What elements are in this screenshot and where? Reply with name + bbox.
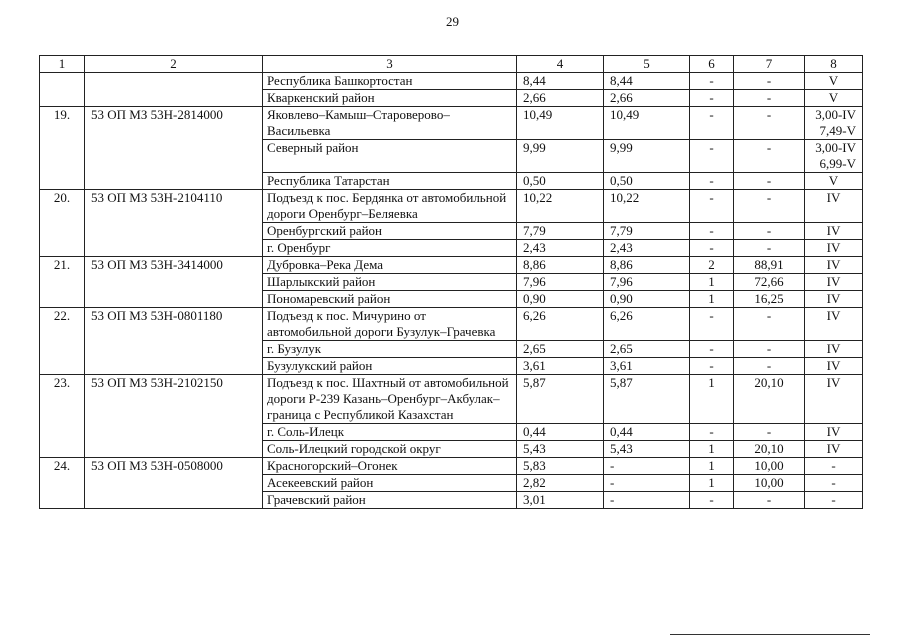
length-paved-cell: 8,86: [604, 257, 690, 274]
length-cell: 7,96: [517, 274, 604, 291]
length-paved-cell: 10,22: [604, 190, 690, 223]
bridges-length-cell: -: [734, 190, 805, 223]
bridges-length-cell: -: [734, 140, 805, 173]
length-cell: 0,90: [517, 291, 604, 308]
bridges-count-cell: 1: [690, 274, 734, 291]
length-cell: 2,82: [517, 475, 604, 492]
road-name-cell: Оренбургский район: [263, 223, 517, 240]
length-cell: 0,50: [517, 173, 604, 190]
category-cell: IV: [805, 441, 863, 458]
table-row: [40, 73, 863, 90]
col-header-1: 1: [40, 56, 85, 73]
category-cell: -: [805, 475, 863, 492]
page-number: 29: [446, 14, 459, 29]
category-cell: IV: [805, 341, 863, 358]
bridges-length-cell: -: [734, 107, 805, 140]
road-name-cell: г. Соль-Илецк: [263, 424, 517, 441]
bridges-count-cell: 1: [690, 375, 734, 424]
category-cell: IV: [805, 240, 863, 257]
length-cell: 5,43: [517, 441, 604, 458]
row-number-cell: 23.: [40, 375, 85, 458]
bridges-length-cell: -: [734, 358, 805, 375]
col-header-3: 3: [263, 56, 517, 73]
bridges-length-cell: -: [734, 223, 805, 240]
length-paved-cell: 9,99: [604, 140, 690, 173]
bridges-length-cell: 16,25: [734, 291, 805, 308]
length-cell: 2,66: [517, 90, 604, 107]
category-cell: -: [805, 458, 863, 475]
road-id-cell: 53 ОП МЗ 53Н-2104110: [85, 190, 263, 257]
category-cell: V: [805, 173, 863, 190]
length-paved-cell: 8,44: [604, 73, 690, 90]
length-cell: 0,44: [517, 424, 604, 441]
road-name-cell: Подъезд к пос. Шахтный от автомобильной дороги Р-239 Казань–Оренбург–Акбулак–граница с Республикой Казахстан: [263, 375, 517, 424]
category-cell: V: [805, 90, 863, 107]
length-cell: 7,79: [517, 223, 604, 240]
length-paved-cell: -: [604, 458, 690, 475]
category-cell: IV: [805, 291, 863, 308]
road-name-cell: Подъезд к пос. Бердянка от автомобильной дороги Оренбург–Беляевка: [263, 190, 517, 223]
roads-table: [39, 55, 863, 509]
road-name-cell: Соль-Илецкий городской округ: [263, 441, 517, 458]
road-name-cell: Асекеевский район: [263, 475, 517, 492]
length-cell: 8,44: [517, 73, 604, 90]
table-row: [40, 107, 863, 140]
length-paved-cell: 2,65: [604, 341, 690, 358]
road-name-cell: г. Оренбург: [263, 240, 517, 257]
category-cell: IV: [805, 375, 863, 424]
bridges-count-cell: -: [690, 308, 734, 341]
category-cell: IV: [805, 257, 863, 274]
length-paved-cell: 0,90: [604, 291, 690, 308]
bottom-rule: [670, 634, 870, 635]
column-number-row: [40, 56, 863, 73]
road-name-cell: Бузулукский район: [263, 358, 517, 375]
bridges-count-cell: -: [690, 190, 734, 223]
bridges-count-cell: -: [690, 341, 734, 358]
road-name-cell: Дубровка–Река Дема: [263, 257, 517, 274]
bridges-length-cell: -: [734, 90, 805, 107]
bridges-count-cell: 1: [690, 291, 734, 308]
category-cell: V: [805, 73, 863, 90]
bridges-length-cell: -: [734, 73, 805, 90]
length-cell: 9,99: [517, 140, 604, 173]
bridges-count-cell: -: [690, 358, 734, 375]
category-cell: 3,00-IV 7,49-V: [805, 107, 863, 140]
length-cell: 5,87: [517, 375, 604, 424]
bridges-count-cell: 2: [690, 257, 734, 274]
bridges-length-cell: 20,10: [734, 375, 805, 424]
length-cell: 2,43: [517, 240, 604, 257]
bridges-length-cell: -: [734, 492, 805, 509]
row-number-cell: 20.: [40, 190, 85, 257]
length-cell: 10,49: [517, 107, 604, 140]
bridges-count-cell: -: [690, 107, 734, 140]
road-name-cell: Пономаревский район: [263, 291, 517, 308]
col-header-5: 5: [604, 56, 690, 73]
length-paved-cell: 3,61: [604, 358, 690, 375]
bridges-count-cell: 1: [690, 475, 734, 492]
bridges-count-cell: -: [690, 223, 734, 240]
row-number-cell: 24.: [40, 458, 85, 509]
road-id-cell: [85, 73, 263, 107]
bridges-length-cell: -: [734, 308, 805, 341]
road-name-cell: Грачевский район: [263, 492, 517, 509]
bridges-count-cell: -: [690, 173, 734, 190]
road-name-cell: Северный район: [263, 140, 517, 173]
table-row: [40, 375, 863, 424]
bridges-length-cell: 10,00: [734, 458, 805, 475]
length-cell: 3,01: [517, 492, 604, 509]
bridges-length-cell: -: [734, 240, 805, 257]
road-name-cell: Подъезд к пос. Мичурино от автомобильной дороги Бузулук–Грачевка: [263, 308, 517, 341]
bridges-count-cell: -: [690, 90, 734, 107]
length-cell: 2,65: [517, 341, 604, 358]
road-id-cell: 53 ОП МЗ 53Н-0508000: [85, 458, 263, 509]
length-paved-cell: 5,43: [604, 441, 690, 458]
length-paved-cell: -: [604, 475, 690, 492]
col-header-4: 4: [517, 56, 604, 73]
row-number-cell: [40, 73, 85, 107]
bridges-length-cell: 88,91: [734, 257, 805, 274]
bridges-length-cell: 10,00: [734, 475, 805, 492]
bridges-length-cell: 20,10: [734, 441, 805, 458]
length-paved-cell: 6,26: [604, 308, 690, 341]
col-header-2: 2: [85, 56, 263, 73]
row-number-cell: 21.: [40, 257, 85, 308]
road-name-cell: Кваркенский район: [263, 90, 517, 107]
length-paved-cell: 7,96: [604, 274, 690, 291]
table-row: [40, 190, 863, 223]
category-cell: IV: [805, 274, 863, 291]
bridges-count-cell: 1: [690, 458, 734, 475]
col-header-8: 8: [805, 56, 863, 73]
length-cell: 5,83: [517, 458, 604, 475]
road-id-cell: 53 ОП МЗ 53Н-2814000: [85, 107, 263, 190]
length-cell: 3,61: [517, 358, 604, 375]
bridges-length-cell: -: [734, 424, 805, 441]
col-header-6: 6: [690, 56, 734, 73]
bridges-length-cell: -: [734, 173, 805, 190]
road-id-cell: 53 ОП МЗ 53Н-0801180: [85, 308, 263, 375]
category-cell: IV: [805, 223, 863, 240]
bridges-count-cell: -: [690, 240, 734, 257]
road-name-cell: Красногорский–Огонек: [263, 458, 517, 475]
row-number-cell: 19.: [40, 107, 85, 190]
road-name-cell: Шарлыкский район: [263, 274, 517, 291]
length-paved-cell: 2,66: [604, 90, 690, 107]
bridges-count-cell: -: [690, 424, 734, 441]
length-paved-cell: 7,79: [604, 223, 690, 240]
table-row: [40, 458, 863, 475]
length-cell: 10,22: [517, 190, 604, 223]
category-cell: -: [805, 492, 863, 509]
category-cell: IV: [805, 190, 863, 223]
length-cell: 6,26: [517, 308, 604, 341]
bridges-count-cell: -: [690, 140, 734, 173]
category-cell: IV: [805, 358, 863, 375]
road-name-cell: Республика Башкортостан: [263, 73, 517, 90]
category-cell: IV: [805, 308, 863, 341]
bridges-count-cell: -: [690, 492, 734, 509]
table-body: [40, 73, 863, 509]
bridges-count-cell: -: [690, 73, 734, 90]
table-row: [40, 308, 863, 341]
length-paved-cell: 2,43: [604, 240, 690, 257]
category-cell: IV: [805, 424, 863, 441]
bridges-length-cell: -: [734, 341, 805, 358]
length-paved-cell: 0,50: [604, 173, 690, 190]
road-id-cell: 53 ОП МЗ 53Н-2102150: [85, 375, 263, 458]
col-header-7: 7: [734, 56, 805, 73]
category-cell: 3,00-IV 6,99-V: [805, 140, 863, 173]
road-name-cell: Яковлево–Камыш–Староверово–Васильевка: [263, 107, 517, 140]
length-cell: 8,86: [517, 257, 604, 274]
length-paved-cell: -: [604, 492, 690, 509]
length-paved-cell: 10,49: [604, 107, 690, 140]
road-name-cell: Республика Татарстан: [263, 173, 517, 190]
bridges-length-cell: 72,66: [734, 274, 805, 291]
length-paved-cell: 5,87: [604, 375, 690, 424]
row-number-cell: 22.: [40, 308, 85, 375]
length-paved-cell: 0,44: [604, 424, 690, 441]
road-id-cell: 53 ОП МЗ 53Н-3414000: [85, 257, 263, 308]
bridges-count-cell: 1: [690, 441, 734, 458]
table-row: [40, 257, 863, 274]
road-name-cell: г. Бузулук: [263, 341, 517, 358]
